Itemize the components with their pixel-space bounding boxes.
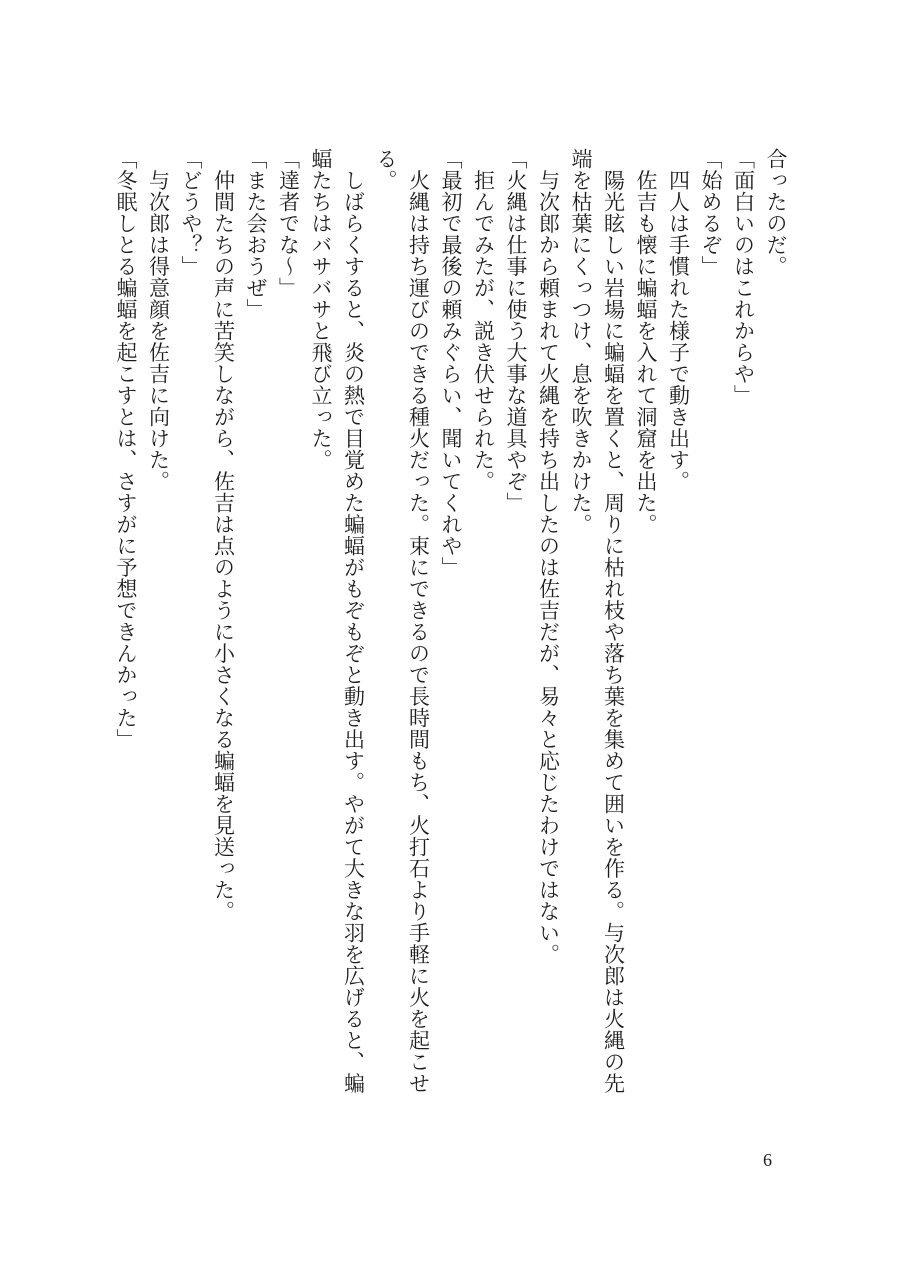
text-line: 蝠たちはバサバサと飛び立った。 bbox=[309, 148, 333, 471]
text-line: 「達者でな～」 bbox=[276, 148, 301, 299]
vertical-text-body bbox=[110, 148, 793, 1158]
text-line: 陽光眩しい岩場に蝙蝠を置くと、周りに枯れ枝や落ち葉を集めて囲いを作る。与次郎は火縄の先 bbox=[601, 148, 626, 1094]
text-line: 「冬眠しとる蝙蝠を起こすとは、さすがに予想できんかった」 bbox=[114, 148, 138, 750]
text-line: 与次郎から頼まれて火縄を持ち出したのは佐吉だが、易々と応じたわけではない。 bbox=[536, 148, 561, 965]
text-line: 仲間たちの声に苦笑しながら、佐吉は点のように小さくなる蝙蝠を見送った。 bbox=[211, 148, 236, 922]
text-line: 火縄は持ち運びのできる種火だった。束にできるので長時間もち、火打石より手軽に火を起こせ bbox=[406, 148, 431, 1094]
text-line: 「どうや？」 bbox=[179, 148, 203, 277]
text-line: 「また会おうぜ」 bbox=[244, 148, 268, 320]
text-line: 佐吉も懐に蝙蝠を入れて洞窟を出た。 bbox=[634, 148, 658, 535]
text-line: 「面白いのはこれからや」 bbox=[731, 148, 756, 406]
text-line: 「始めるぞ」 bbox=[699, 148, 723, 277]
text-line: しばらくすると、炎の熱で目覚めた蝙蝠がもぞもぞと動き出す。やがて大きな羽を広げると、蝙 bbox=[341, 148, 366, 1094]
page-number: 6 bbox=[763, 1150, 772, 1170]
text-line: 与次郎は得意顔を佐吉に向けた。 bbox=[146, 148, 171, 492]
text-line: 端を枯葉にくっつけ、息を吹きかけた。 bbox=[569, 148, 593, 535]
text-line: 四人は手慣れた様子で動き出す。 bbox=[666, 148, 691, 492]
text-line: 「最初で最後の頼みぐらい、聞いてくれや」 bbox=[439, 148, 463, 578]
text-line: 「火縄は仕事に使う大事な道具やぞ」 bbox=[504, 148, 528, 514]
text-line: る。 bbox=[374, 148, 398, 191]
text-line: 拒んでみたが、説き伏せられた。 bbox=[471, 148, 496, 492]
text-line: 合ったのだ。 bbox=[764, 148, 788, 277]
